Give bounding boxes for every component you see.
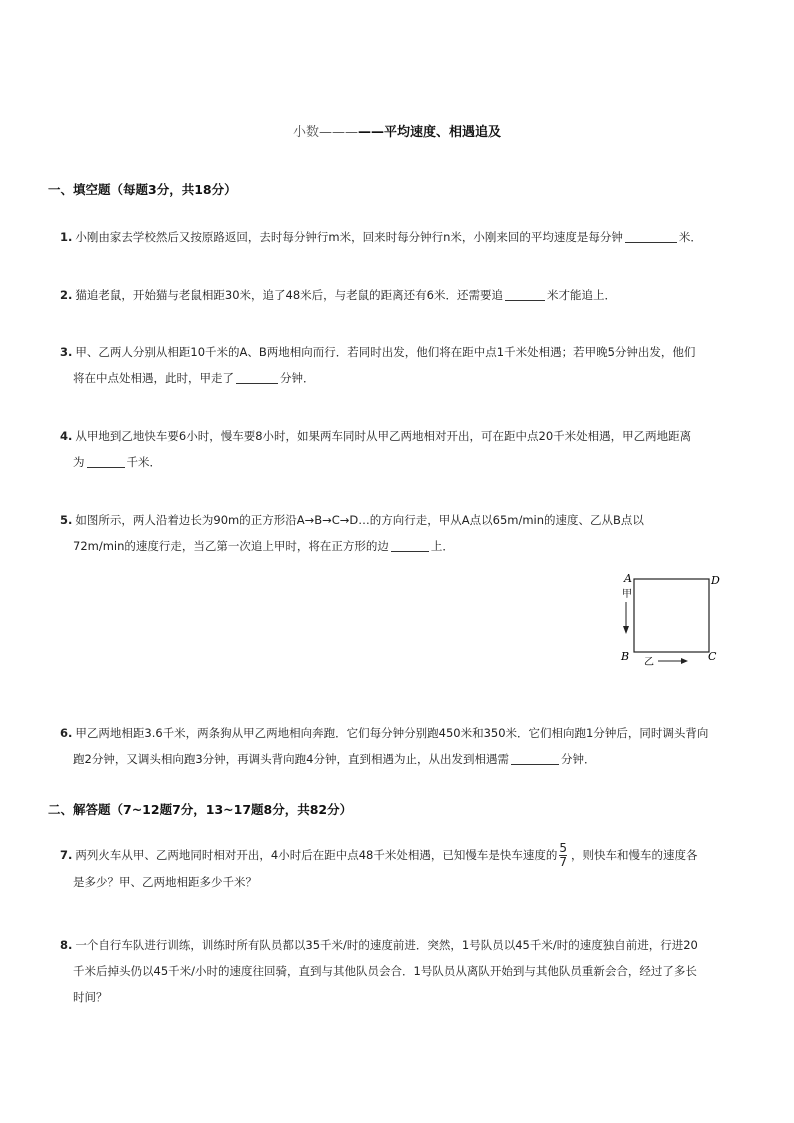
label-yi: 乙 [644,657,654,668]
question-8: 8. 一个自行车队进行训练，训练时所有队员都以35千米/时的速度前进．突然，1号队员以45千米/时的速度独自前进，行进20 千米后掉头仍以45千米/小时的速度往回骑，直到与其他队员会合．1号队员从离队开始到与其他队员重新会合，经过了多长 时间？ [60,938,698,1004]
label-c: C [708,650,717,663]
label-b: B [621,650,630,663]
page-title: 小数—————平均速度、相遇追及 [292,125,502,140]
question-7: 7. 两列火车从甲、乙两地同时相对开出，4小时后在距中点48千米处相遇，已知慢车是快车速度的 $\frac{5}{7}$ ，则快车和慢车的速度各 是多少？甲、乙两地相距多少千米？ [60,841,698,889]
answer-blank[interactable] [391,539,429,552]
answer-blank[interactable] [511,752,559,765]
label-jia: 甲 [622,589,632,600]
square-figure [615,568,730,673]
question-2: 2. 猫追老鼠，开始猫与老鼠相距30米，追了48米后，与老鼠的距离还有6米．还需要追 米才能追上． [60,288,616,302]
label-d: D [711,574,720,587]
question-4: 4. 从甲地到乙地快车要6小时，慢车要8小时，如果两车同时从甲乙两地相对开出，可在距中点20千米处相遇，甲乙两地距离 为 千米． [60,429,692,469]
answer-blank[interactable] [236,371,278,384]
section-heading-fill-blank: 一、填空题（每题3分，共18分） [48,182,237,197]
fraction-five-sevenths: $\frac{5}{7}$ [559,841,567,869]
question-5: 5. 如图所示，两人沿着边长为90m的正方形沿A→B→C→D…的方向行走，甲从A点以65m/min的速度、乙从B点以 72m/min的速度行走，当乙第一次追上甲时，将在正方形的边 上． [60,513,644,553]
question-6: 6. 甲乙两地相距3.6千米，两条狗从甲乙两地相向奔跑．它们每分钟分别跑450米和350米．它们相向跑1分钟后，同时调头背向 跑2分钟，又调头相向跑3分钟，再调头背向跑4分钟，直到相遇为止，从出发到相遇需 分钟． [60,726,709,766]
arrow-yi-head [681,658,688,664]
answer-blank[interactable] [505,288,545,301]
question-1: 1. 小刚由家去学校然后又按原路返回，去时每分钟行m米，回来时每分钟行n米，小刚来回的平均速度是每分钟 米． [60,230,702,244]
question-3: 3. 甲、乙两人分别从相距10千米的A、B两地相向而行．若同时出发，他们将在距中点1千米处相遇；若甲晚5分钟出发，他们 将在中点处相遇，此时，甲走了 分钟． [60,345,696,385]
section-heading-answers: 二、解答题（7~12题7分，13~17题8分，共82分） [48,802,353,817]
answer-blank[interactable] [625,230,677,243]
square [634,579,709,652]
answer-blank[interactable] [87,455,125,468]
label-a: A [624,572,632,585]
arrow-jia-head [623,626,629,634]
